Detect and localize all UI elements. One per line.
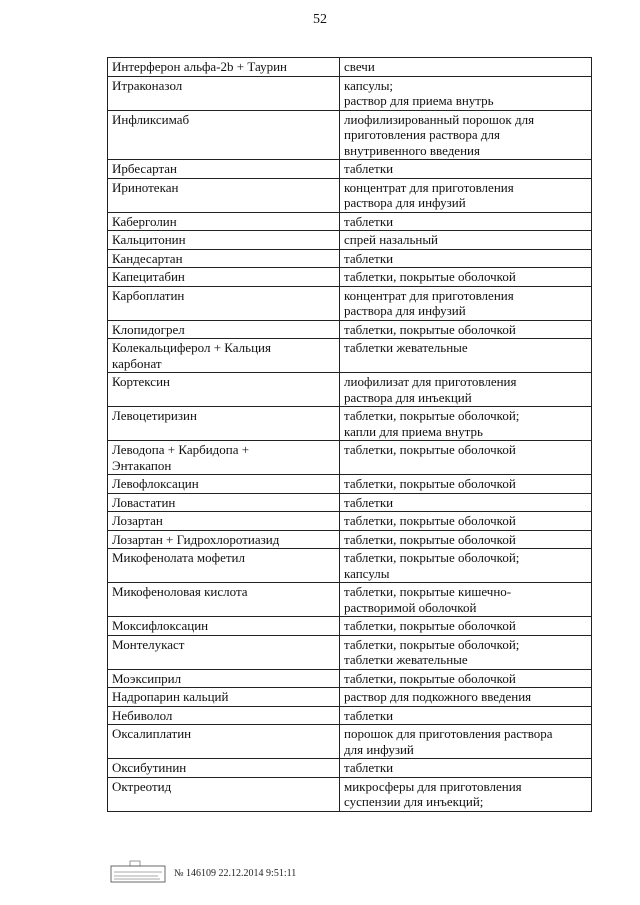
- table-row: [108, 212, 592, 231]
- drug-name-cell: Кальцитонин: [108, 231, 340, 250]
- dosage-form-cell: таблетки, покрытые оболочкой; таблетки жевательные: [340, 635, 592, 669]
- dosage-form-cell: таблетки, покрытые оболочкой: [340, 530, 592, 549]
- drug-name-cell: Иринотекан: [108, 178, 340, 212]
- dosage-form-cell: таблетки, покрытые оболочкой: [340, 268, 592, 287]
- dosage-form-cell: таблетки, покрытые оболочкой; капли для приема внутрь: [340, 407, 592, 441]
- drug-name-cell: Микофеноловая кислота: [108, 583, 340, 617]
- dosage-form-cell: таблетки, покрытые оболочкой: [340, 441, 592, 475]
- drug-name-cell: Кандесартан: [108, 249, 340, 268]
- drug-name-cell: Моксифлоксацин: [108, 617, 340, 636]
- drug-table-body: [108, 58, 592, 812]
- table-row: [108, 373, 592, 407]
- drug-name-cell: Ловастатин: [108, 493, 340, 512]
- drug-name-cell: Инфликсимаб: [108, 110, 340, 160]
- table-row: [108, 320, 592, 339]
- table-row: [108, 777, 592, 811]
- table-row: [108, 759, 592, 778]
- page-number: 52: [313, 12, 327, 27]
- drug-name-cell: Левофлоксацин: [108, 475, 340, 494]
- table-row: [108, 231, 592, 250]
- drug-name-cell: Монтелукаст: [108, 635, 340, 669]
- dosage-form-cell: таблетки: [340, 706, 592, 725]
- drug-name-cell: Леводопа + Карбидопа + Энтакапон: [108, 441, 340, 475]
- footer: [110, 860, 296, 886]
- table-row: [108, 441, 592, 475]
- drug-name-cell: Лозартан: [108, 512, 340, 531]
- drug-name-cell: Ирбесартан: [108, 160, 340, 179]
- dosage-form-cell: таблетки, покрытые оболочкой: [340, 617, 592, 636]
- drug-name-cell: Октреотид: [108, 777, 340, 811]
- table-row: [108, 110, 592, 160]
- table-row: [108, 249, 592, 268]
- table-row: [108, 268, 592, 287]
- dosage-form-cell: таблетки, покрытые оболочкой: [340, 512, 592, 531]
- drug-name-cell: Итраконазол: [108, 76, 340, 110]
- drug-name-cell: Интерферон альфа-2b + Таурин: [108, 58, 340, 77]
- drug-name-cell: Микофенолата мофетил: [108, 549, 340, 583]
- dosage-form-cell: таблетки: [340, 249, 592, 268]
- dosage-form-cell: таблетки, покрытые оболочкой: [340, 669, 592, 688]
- dosage-form-cell: свечи: [340, 58, 592, 77]
- table-row: [108, 512, 592, 531]
- table-row: [108, 635, 592, 669]
- drug-name-cell: Надропарин кальций: [108, 688, 340, 707]
- dosage-form-cell: таблетки, покрытые оболочкой; капсулы: [340, 549, 592, 583]
- table-row: [108, 549, 592, 583]
- dosage-form-cell: таблетки, покрытые оболочкой: [340, 320, 592, 339]
- document-id: № 146109 22.12.2014 9:51:11: [174, 867, 297, 879]
- drug-name-cell: Моэксиприл: [108, 669, 340, 688]
- table-row: [108, 493, 592, 512]
- table-row: [108, 178, 592, 212]
- dosage-form-cell: лиофилизат для приготовления раствора для инъекций: [340, 373, 592, 407]
- drug-name-cell: Кортексин: [108, 373, 340, 407]
- drug-name-cell: Карбоплатин: [108, 286, 340, 320]
- dosage-form-cell: раствор для подкожного введения: [340, 688, 592, 707]
- table-row: [108, 530, 592, 549]
- drug-name-cell: Лозартан + Гидрохлоротиазид: [108, 530, 340, 549]
- dosage-form-cell: таблетки: [340, 759, 592, 778]
- dosage-form-cell: лиофилизированный порошок для приготовления раствора для внутривенного введения: [340, 110, 592, 160]
- table-row: [108, 58, 592, 77]
- dosage-form-cell: таблетки: [340, 160, 592, 179]
- dosage-form-cell: таблетки, покрытые кишечно- растворимой оболочкой: [340, 583, 592, 617]
- table-row: [108, 475, 592, 494]
- drug-name-cell: Клопидогрел: [108, 320, 340, 339]
- dosage-form-cell: таблетки: [340, 212, 592, 231]
- table-row: [108, 160, 592, 179]
- dosage-form-cell: спрей назальный: [340, 231, 592, 250]
- dosage-form-cell: концентрат для приготовления раствора для инфузий: [340, 286, 592, 320]
- drug-name-cell: Каберголин: [108, 212, 340, 231]
- table-row: [108, 725, 592, 759]
- dosage-form-cell: таблетки, покрытые оболочкой: [340, 475, 592, 494]
- table-row: [108, 583, 592, 617]
- dosage-form-cell: микросферы для приготовления суспензии для инъекций;: [340, 777, 592, 811]
- drug-name-cell: Левоцетиризин: [108, 407, 340, 441]
- table-row: [108, 76, 592, 110]
- drug-name-cell: Оксибутинин: [108, 759, 340, 778]
- dosage-form-cell: порошок для приготовления раствора для инфузий: [340, 725, 592, 759]
- dosage-form-cell: таблетки: [340, 493, 592, 512]
- registration-stamp-icon: [110, 860, 166, 886]
- dosage-form-cell: концентрат для приготовления раствора для инфузий: [340, 178, 592, 212]
- drug-name-cell: Капецитабин: [108, 268, 340, 287]
- table-row: [108, 339, 592, 373]
- drug-name-cell: Колекальциферол + Кальция карбонат: [108, 339, 340, 373]
- dosage-form-cell: таблетки жевательные: [340, 339, 592, 373]
- table-row: [108, 407, 592, 441]
- table-row: [108, 688, 592, 707]
- drug-name-cell: Оксалиплатин: [108, 725, 340, 759]
- table-row: [108, 669, 592, 688]
- drug-table: [107, 57, 592, 812]
- table-row: [108, 617, 592, 636]
- drug-name-cell: Небиволол: [108, 706, 340, 725]
- table-row: [108, 706, 592, 725]
- table-row: [108, 286, 592, 320]
- dosage-form-cell: капсулы; раствор для приема внутрь: [340, 76, 592, 110]
